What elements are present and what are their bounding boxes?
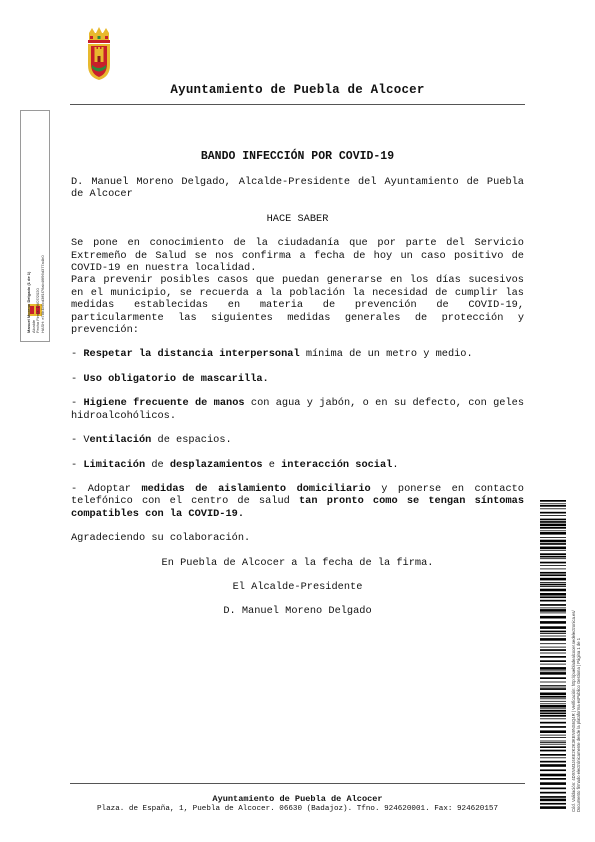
measure-prefix: - Adoptar — [71, 482, 142, 495]
measure-prefix: - — [71, 372, 84, 385]
barcode-bar — [540, 703, 566, 704]
barcode-bar — [540, 688, 566, 690]
signature-box — [20, 110, 50, 342]
measure-bold: Uso obligatorio de mascarilla. — [83, 372, 269, 385]
barcode-bar — [540, 636, 566, 637]
measure-text: . — [392, 458, 399, 471]
thanks-line: Agradeciendo su colaboración. — [71, 532, 251, 545]
footer-address: Plaza. de España, 1, Puebla de Alcocer. 06630 (Badajoz). Tfno. 924620001. Fax: 924620157 — [96, 805, 498, 813]
barcode-bar — [540, 667, 566, 670]
barcode-bar — [540, 710, 566, 712]
barcode-bar — [540, 746, 566, 748]
barcode-bar — [540, 778, 566, 780]
barcode-bar — [540, 638, 566, 641]
barcode-bar — [540, 788, 566, 790]
validation-text — [572, 610, 582, 812]
barcode-bar — [540, 672, 566, 675]
barcode-bar — [540, 708, 566, 709]
barcode-bar — [540, 584, 566, 586]
barcode-bar — [540, 693, 566, 696]
barcode-bar — [540, 744, 566, 745]
signature-role: Alcalde — [30, 319, 36, 333]
barcode-bar — [540, 792, 566, 794]
signer-name: D. Manuel Moreno Delgado — [223, 605, 372, 618]
barcode-bar — [540, 647, 566, 648]
barcode-bar — [540, 616, 566, 619]
barcode-bar — [540, 799, 566, 802]
barcode-bar — [540, 671, 566, 672]
barcode-bar — [540, 582, 566, 583]
barcode-bar — [540, 631, 566, 633]
signature-signer: Manuel Moreno Delgado (1 de 1) — [26, 271, 31, 333]
barcode-bar — [540, 609, 566, 612]
barcode-bar — [540, 735, 566, 736]
measure-item — [71, 373, 524, 385]
barcode-bar — [540, 540, 566, 543]
barcode-bar — [540, 741, 566, 742]
measure-bold: desplazamientos — [169, 458, 263, 471]
barcode-bar — [540, 596, 566, 598]
barcode-bar — [540, 685, 566, 686]
barcode-bar — [540, 589, 566, 592]
barcode-bar — [540, 643, 566, 644]
barcode-bar — [540, 796, 566, 798]
barcode-bar — [540, 505, 566, 507]
barcode-bar — [540, 565, 566, 566]
barcode-bar — [540, 600, 566, 602]
signature-text — [27, 255, 45, 333]
measure-bold: Respetar la distancia interpersonal — [83, 348, 300, 361]
barcode-bar — [540, 754, 566, 756]
barcode-bar — [540, 593, 566, 596]
barcode-bar — [540, 586, 566, 587]
place-date-line: En Puebla de Alcocer a la fecha de la firma. — [161, 556, 434, 569]
measure-item — [71, 348, 524, 360]
barcode-bar — [540, 562, 566, 564]
footer-divider — [70, 783, 525, 784]
measure-prefix: - — [71, 458, 84, 471]
header-divider — [70, 104, 525, 105]
barcode-bar — [540, 698, 566, 699]
coat-of-arms-icon — [84, 27, 114, 81]
signature-date: Fecha Firma: 16/07/2020 — [35, 288, 41, 333]
barcode-bar — [540, 730, 566, 733]
barcode-bar — [540, 508, 566, 509]
measure-bold: medidas de aislamiento domiciliario — [141, 482, 371, 495]
barcode-bar — [540, 547, 566, 550]
measure-bold: interacción social — [281, 458, 393, 471]
barcode-bar — [540, 737, 566, 738]
barcode-bar — [540, 558, 566, 559]
measure-prefix: - — [71, 348, 84, 361]
barcode-bar — [540, 696, 566, 698]
barcode-bar — [540, 530, 566, 531]
barcode-bar — [540, 500, 566, 502]
measure-bold: entilación — [89, 434, 152, 447]
barcode-bar — [540, 653, 566, 654]
document-title: BANDO INFECCIÓN POR COVID-19 — [200, 150, 395, 163]
barcode-bar — [540, 503, 566, 504]
prevention-paragraph: Para prevenir posibles casos que puedan generarse en los días sucesivos en el municipio, se recuerda a la población la necesidad de cumplir las medidas establecidas en materia de prevención de COVID-19, particularmente las siguientes medidas generales de protección y prevención: — [71, 274, 524, 337]
barcode-bar — [540, 722, 566, 724]
barcode-bar — [540, 521, 566, 523]
barcode-bar — [540, 608, 566, 609]
barcode-bar — [540, 550, 566, 551]
measure-item — [71, 434, 524, 446]
barcode-bar — [540, 682, 566, 683]
barcode-bar — [540, 633, 566, 634]
barcode-bar — [540, 742, 566, 743]
barcode-bar — [540, 764, 566, 767]
barcode-bar — [540, 519, 566, 521]
measure-bold: tan pronto como se tengan síntomas compatibles con la COVID-19. — [71, 495, 525, 520]
barcode-bar — [540, 532, 566, 535]
barcode-bar — [540, 604, 566, 606]
barcode-icon — [540, 500, 566, 810]
barcode-bar — [540, 569, 566, 570]
validation-platform: Documento firmado electrónicamente desde la plataforma esPublico Gestiona | Página 1 de 1 — [575, 637, 581, 812]
footer — [70, 794, 525, 814]
measure-text: con agua y jabón, o en su defecto, con geles hidroalcohólicos. — [71, 397, 525, 422]
barcode-bar — [540, 750, 566, 752]
measure-prefix: - V — [71, 434, 90, 447]
barcode-bar — [540, 715, 566, 717]
barcode-bar — [540, 553, 566, 555]
barcode-bar — [540, 574, 566, 576]
barcode-bar — [540, 687, 566, 688]
barcode-bar — [540, 656, 566, 658]
barcode-bar — [540, 649, 566, 651]
barcode-bar — [540, 806, 566, 809]
barcode-bar — [540, 613, 566, 614]
barcode-bar — [540, 527, 566, 529]
barcode-bar — [540, 713, 566, 715]
barcode-bar — [540, 572, 566, 574]
barcode-bar — [540, 664, 566, 665]
barcode-bar — [540, 774, 566, 777]
barcode-bar — [540, 803, 566, 805]
barcode-bar — [540, 660, 566, 662]
barcode-bar — [540, 718, 566, 719]
barcode-bar — [540, 626, 566, 629]
barcode-bar — [540, 556, 566, 558]
barcode-bar — [540, 621, 566, 624]
measure-text: de espacios. — [151, 434, 232, 447]
barcode-bar — [540, 543, 566, 545]
hace-saber-heading: HACE SABER — [266, 212, 329, 225]
notice-paragraph: Se pone en conocimiento de la ciudadanía que por parte del Servicio Extremeño de Salud se nos confirma a fecha de hoy un caso positivo de COVID-19 en nuestra localidad. — [71, 237, 524, 275]
barcode-bar — [540, 578, 566, 581]
barcode-bar — [540, 524, 566, 527]
measure-text: mínima de un metro y medio. — [299, 348, 473, 361]
barcode-bar — [540, 705, 566, 708]
footer-org-name: Ayuntamiento de Puebla de Alcocer — [212, 794, 383, 804]
measure-bold: Limitación — [83, 458, 146, 471]
measure-bold: Higiene frecuente de manos — [83, 397, 245, 410]
measure-item — [71, 459, 524, 471]
document-body — [71, 176, 524, 618]
measure-prefix: - — [71, 397, 84, 410]
barcode-bar — [540, 761, 566, 763]
measure-text: e — [262, 458, 282, 471]
barcode-bar — [540, 757, 566, 758]
intro-paragraph: D. Manuel Moreno Delgado, Alcalde-Presidente del Ayuntamiento de Puebla de Alcocer — [71, 176, 524, 201]
measure-text: de — [145, 458, 170, 471]
measure-item — [71, 483, 524, 520]
barcode-bar — [540, 769, 566, 771]
signature-hash: HASH: e78b4b6cd3ff1f76ab46f96d377a4b0 — [39, 255, 45, 333]
organization-title: Ayuntamiento de Puebla de Alcocer — [170, 83, 425, 97]
barcode-bar — [540, 726, 566, 728]
measure-item — [71, 397, 524, 422]
barcode-bar — [540, 515, 566, 516]
barcode-bar — [540, 701, 566, 702]
signer-role: El Alcalde-Presidente — [232, 580, 363, 593]
barcode-bar — [540, 512, 566, 514]
measure-text: y ponerse en contacto telefónico con el centro de salud — [71, 482, 524, 508]
barcode-bar — [540, 782, 566, 785]
barcode-bar — [540, 677, 566, 679]
validation-code: Cód. Validación: 4DXNM3J4KE2K2K3KEN9NS6Q4R | Verificación: http://puebladealcocer.sedelectronica.es/ — [571, 610, 576, 812]
barcode-bar — [540, 537, 566, 538]
